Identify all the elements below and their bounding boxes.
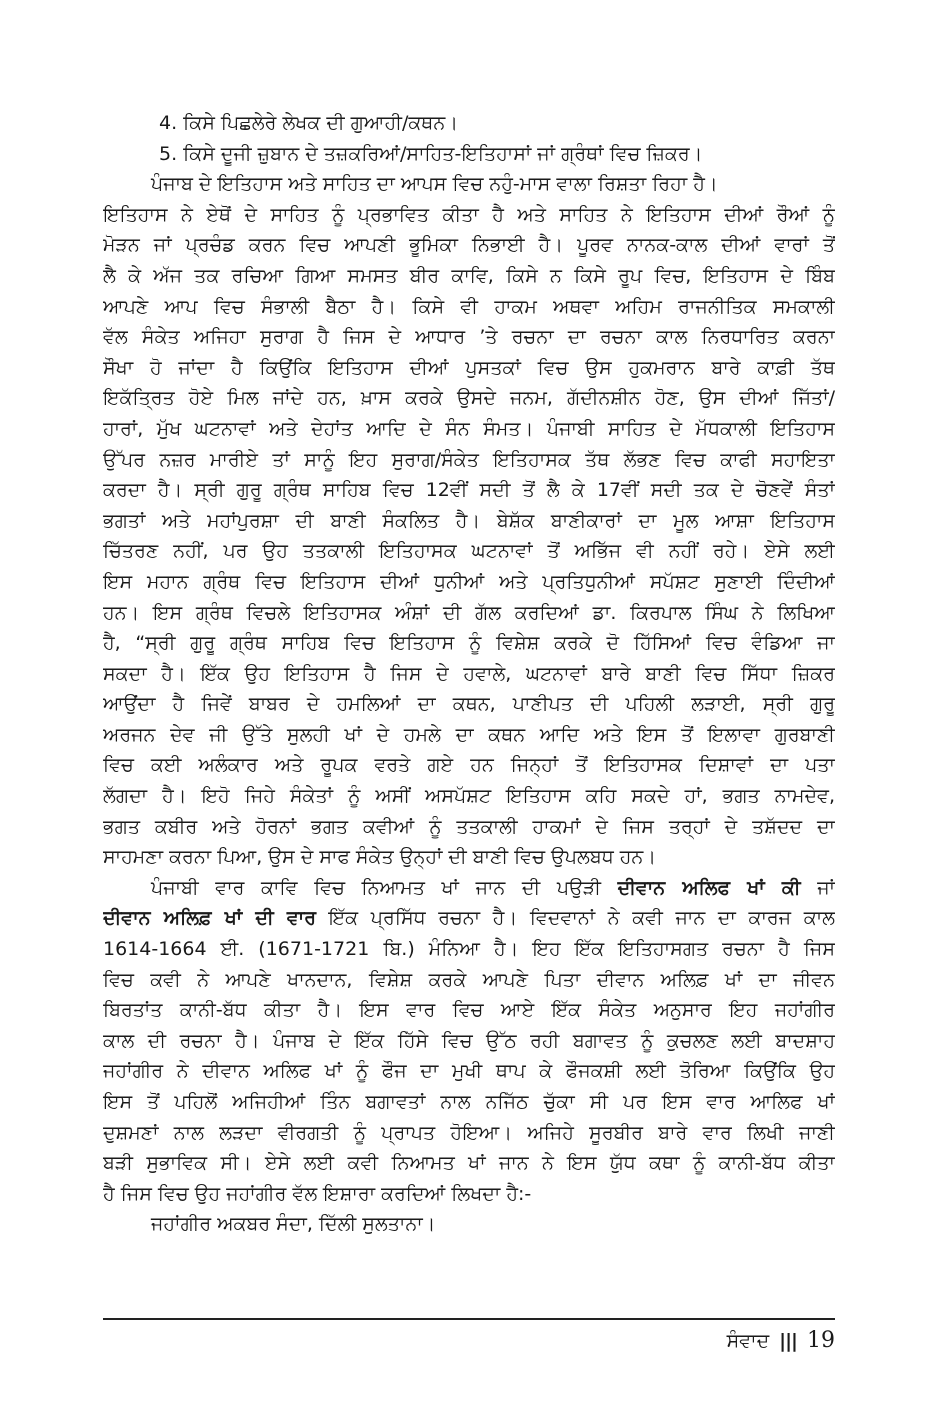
paragraph-block-1	[103, 108, 835, 873]
text-line: ਦੀਵਾਨ ਅਲਿਫ਼ ਖਾਂ ਦੀ ਵਾਰ ਇੱਕ ਪ੍ਰਸਿੱਧ ਰਚਨਾ ਹੈ। ਵਿਦਵਾਨਾਂ ਨੇ ਕਵੀ ਜਾਨ ਦਾ ਕਾਰਜ ਕਾਲ	[103, 907, 835, 930]
bold-title: ਦੀਵਾਨ ਅਲਿਫ਼ ਖਾਂ ਦੀ ਵਾਰ	[103, 907, 317, 930]
text-line: 4. ਕਿਸੇ ਪਿਛਲੇਰੇ ਲੇਖਕ ਦੀ ਗੁਆਹੀ/ਕਥਨ।	[159, 112, 459, 134]
body-text	[103, 108, 835, 1240]
text-line: ਅਰਜਨ ਦੇਵ ਜੀ ਉੱਤੇ ਸੁਲਹੀ ਖਾਂ ਦੇ ਹਮਲੇ ਦਾ ਕਥਨ ਆਦਿ ਅਤੇ ਇਸ ਤੋਂ ਇਲਾਵਾ ਗੁਰਬਾਣੀ	[103, 723, 835, 746]
text-line: ਇਸ ਮਹਾਨ ਗ੍ਰੰਥ ਵਿਚ ਇਤਿਹਾਸ ਦੀਆਂ ਧੁਨੀਆਂ ਅਤੇ ਪ੍ਰਤਿਧੁਨੀਆਂ ਸਪੱਸ਼ਟ ਸੁਣਾਈ ਦਿੰਦੀਆਂ	[103, 570, 835, 593]
text-line: ਵੱਲ ਸੰਕੇਤ ਅਜਿਹਾ ਸੁਰਾਗ ਹੈ ਜਿਸ ਦੇ ਆਧਾਰ ’ਤੇ ਰਚਨਾ ਦਾ ਰਚਨਾ ਕਾਲ ਨਿਰਧਾਰਿਤ ਕਰਨਾ	[103, 326, 835, 349]
text-line: ਇਤਿਹਾਸ ਨੇ ਏਥੋਂ ਦੇ ਸਾਹਿਤ ਨੂੰ ਪ੍ਰਭਾਵਿਤ ਕੀਤਾ ਹੈ ਅਤੇ ਸਾਹਿਤ ਨੇ ਇਤਿਹਾਸ ਦੀਆਂ ਰੌਆਂ ਨੂੰ	[103, 203, 835, 226]
text-line: ਮੋੜਨ ਜਾਂ ਪ੍ਰਚੰਡ ਕਰਨ ਵਿਚ ਆਪਣੀ ਭੂਮਿਕਾ ਨਿਭਾਈ ਹੈ। ਪੂਰਵ ਨਾਨਕ-ਕਾਲ ਦੀਆਂ ਵਾਰਾਂ ਤੋਂ	[103, 234, 835, 257]
book-title: ਸੰਵਾਦ	[726, 1329, 770, 1352]
text-line: ਬੜੀ ਸੁਭਾਵਿਕ ਸੀ। ਏਸੇ ਲਈ ਕਵੀ ਨਿਆਮਤ ਖਾਂ ਜਾਨ ਨੇ ਇਸ ਯੁੱਧ ਕਥਾ ਨੂੰ ਕਾਨੀ-ਬੱਧ ਕੀਤਾ	[103, 1152, 835, 1175]
footer-divider	[103, 1318, 835, 1320]
text-line: ਭਗਤਾਂ ਅਤੇ ਮਹਾਂਪੁਰਸ਼ਾ ਦੀ ਬਾਣੀ ਸੰਕਲਿਤ ਹੈ। ਬੇਸ਼ੱਕ ਬਾਣੀਕਾਰਾਂ ਦਾ ਮੂਲ ਆਸ਼ਾ ਇਤਿਹਾਸ	[103, 509, 835, 532]
text-line: ਉੱਪਰ ਨਜ਼ਰ ਮਾਰੀਏ ਤਾਂ ਸਾਨੂੰ ਇਹ ਸੁਰਾਗ/ਸੰਕੇਤ ਇਤਿਹਾਸਕ ਤੱਥ ਲੱਭਣ ਵਿਚ ਕਾਫੀ ਸਹਾਇਤਾ	[103, 448, 835, 471]
text-line: ਕਰਦਾ ਹੈ। ਸ੍ਰੀ ਗੁਰੂ ਗ੍ਰੰਥ ਸਾਹਿਬ ਵਿਚ 12ਵੀਂ ਸਦੀ ਤੋਂ ਲੈ ਕੇ 17ਵੀਂ ਸਦੀ ਤਕ ਦੇ ਚੋਣਵੇਂ ਸੰਤਾਂ	[103, 479, 835, 502]
text-line: ਭਗਤ ਕਬੀਰ ਅਤੇ ਹੋਰਨਾਂ ਭਗਤ ਕਵੀਆਂ ਨੂੰ ਤਤਕਾਲੀ ਹਾਕਮਾਂ ਦੇ ਜਿਸ ਤਰ੍ਹਾਂ ਦੇ ਤਸ਼ੱਦਦ ਦਾ	[103, 815, 835, 838]
text-line: ਕਾਲ ਦੀ ਰਚਨਾ ਹੈ। ਪੰਜਾਬ ਦੇ ਇੱਕ ਹਿੱਸੇ ਵਿਚ ਉੱਠ ਰਹੀ ਬਗਾਵਤ ਨੂੰ ਕੁਚਲਣ ਲਈ ਬਾਦਸ਼ਾਹ	[103, 1029, 835, 1052]
bold-title: ਦੀਵਾਨ ਅਲਿਫ ਖਾਂ ਕੀ	[617, 876, 801, 899]
text-line: 1614-1664 ਈ. (1671-1721 ਬਿ.) ਮੰਨਿਆ ਹੈ। ਇਹ ਇੱਕ ਇਤਿਹਾਸਗਤ ਰਚਨਾ ਹੈ ਜਿਸ	[103, 938, 835, 961]
text-line: ਵਿਚ ਕਈ ਅਲੰਕਾਰ ਅਤੇ ਰੂਪਕ ਵਰਤੇ ਗਏ ਹਨ ਜਿਨ੍ਹਾਂ ਤੋਂ ਇਤਿਹਾਸਕ ਦਿਸ਼ਾਵਾਂ ਦਾ ਪਤਾ	[103, 754, 835, 777]
text-line: ਪੰਜਾਬ ਦੇ ਇਤਿਹਾਸ ਅਤੇ ਸਾਹਿਤ ਦਾ ਆਪਸ ਵਿਚ ਨਹੁੰ-ਮਾਸ ਵਾਲਾ ਰਿਸ਼ਤਾ ਰਿਹਾ ਹੈ।	[151, 173, 718, 196]
text-line: ਸਾਹਮਣਾ ਕਰਨਾ ਪਿਆ, ਉਸ ਦੇ ਸਾਫ ਸੰਕੇਤ ਉਨ੍ਹਾਂ ਦੀ ਬਾਣੀ ਵਿਚ ਉਪਲਬਧ ਹਨ।	[103, 846, 657, 869]
page-number: 19	[807, 1328, 835, 1353]
page-footer	[727, 1328, 835, 1353]
text-line: ਪੰਜਾਬੀ ਵਾਰ ਕਾਵਿ ਵਿਚ ਨਿਆਮਤ ਖਾਂ ਜਾਨ ਦੀ ਪਉੜੀ ਦੀਵਾਨ ਅਲਿਫ ਖਾਂ ਕੀ ਜਾਂ	[151, 876, 835, 899]
text-line: ਸਕਦਾ ਹੈ। ਇੱਕ ਉਹ ਇਤਿਹਾਸ ਹੈ ਜਿਸ ਦੇ ਹਵਾਲੇ, ਘਟਨਾਵਾਂ ਬਾਰੇ ਬਾਣੀ ਵਿਚ ਸਿੱਧਾ ਜ਼ਿਕਰ	[103, 662, 835, 685]
text-line: 5. ਕਿਸੇ ਦੂਜੀ ਜ਼ੁਬਾਨ ਦੇ ਤਜ਼ਕਰਿਆਂ/ਸਾਹਿਤ-ਇਤਿਹਾਸਾਂ ਜਾਂ ਗ੍ਰੰਥਾਂ ਵਿਚ ਜ਼ਿਕਰ।	[159, 142, 703, 165]
separator-mark: |||	[779, 1329, 797, 1352]
text-line: ਹੈ ਜਿਸ ਵਿਚ ਉਹ ਜਹਾਂਗੀਰ ਵੱਲ ਇਸ਼ਾਰਾ ਕਰਦਿਆਂ ਲਿਖਦਾ ਹੈ:-	[103, 1182, 532, 1205]
text-line: ਹੈ, “ਸ੍ਰੀ ਗੁਰੂ ਗ੍ਰੰਥ ਸਾਹਿਬ ਵਿਚ ਇਤਿਹਾਸ ਨੂੰ ਵਿਸ਼ੇਸ਼ ਕਰਕੇ ਦੋ ਹਿੱਸਿਆਂ ਵਿਚ ਵੰਡਿਆ ਜਾ	[103, 632, 835, 655]
text-line: ਆਪਣੇ ਆਪ ਵਿਚ ਸੰਭਾਲੀ ਬੈਠਾ ਹੈ। ਕਿਸੇ ਵੀ ਹਾਕਮ ਅਥਵਾ ਅਹਿਮ ਰਾਜਨੀਤਿਕ ਸਮਕਾਲੀ	[103, 295, 835, 318]
text-line: ਦੁਸ਼ਮਣਾਂ ਨਾਲ ਲੜਦਾ ਵੀਰਗਤੀ ਨੂੰ ਪ੍ਰਾਪਤ ਹੋਇਆ। ਅਜਿਹੇ ਸੂਰਬੀਰ ਬਾਰੇ ਵਾਰ ਲਿਖੀ ਜਾਣੀ	[103, 1121, 835, 1144]
text-line: ਇਕੱਤ੍ਰਿਤ ਹੋਏ ਮਿਲ ਜਾਂਦੇ ਹਨ, ਖ਼ਾਸ ਕਰਕੇ ਉਸਦੇ ਜਨਮ, ਗੱਦੀਨਸ਼ੀਨ ਹੋਣ, ਉਸ ਦੀਆਂ ਜਿੱਤਾਂ/	[103, 387, 835, 410]
text-line: ਜਹਾਂਗੀਰ ਅਕਬਰ ਸੰਦਾ, ਦਿੱਲੀ ਸੁਲਤਾਨਾ।	[151, 1213, 436, 1236]
text-line: ਚਿੱਤਰਣ ਨਹੀਂ, ਪਰ ਉਹ ਤਤਕਾਲੀ ਇਤਿਹਾਸਕ ਘਟਨਾਵਾਂ ਤੋਂ ਅਭਿੱਜ ਵੀ ਨਹੀਂ ਰਹੇ। ਏਸੇ ਲਈ	[103, 540, 835, 563]
text-line: ਲੈ ਕੇ ਅੱਜ ਤਕ ਰਚਿਆ ਗਿਆ ਸਮਸਤ ਬੀਰ ਕਾਵਿ, ਕਿਸੇ ਨ ਕਿਸੇ ਰੂਪ ਵਿਚ, ਇਤਿਹਾਸ ਦੇ ਬਿੰਬ	[103, 264, 835, 287]
text-line: ਇਸ ਤੋਂ ਪਹਿਲੋਂ ਅਜਿਹੀਆਂ ਤਿੰਨ ਬਗਾਵਤਾਂ ਨਾਲ ਨਜਿੱਠ ਚੁੱਕਾ ਸੀ ਪਰ ਇਸ ਵਾਰ ਆਲਿਫ ਖਾਂ	[103, 1091, 835, 1113]
text-line: ਹਨ। ਇਸ ਗ੍ਰੰਥ ਵਿਚਲੇ ਇਤਿਹਾਸਕ ਅੰਸ਼ਾਂ ਦੀ ਗੱਲ ਕਰਦਿਆਂ ਡਾ. ਕਿਰਪਾਲ ਸਿੰਘ ਨੇ ਲਿਖਿਆ	[103, 601, 835, 624]
text-line: ਲੱਗਦਾ ਹੈ। ਇਹੋ ਜਿਹੇ ਸੰਕੇਤਾਂ ਨੂੰ ਅਸੀਂ ਅਸਪੱਸ਼ਟ ਇਤਿਹਾਸ ਕਹਿ ਸਕਦੇ ਹਾਂ, ਭਗਤ ਨਾਮਦੇਵ,	[103, 785, 835, 808]
text-line: ਬਿਰਤਾਂਤ ਕਾਨੀ-ਬੱਧ ਕੀਤਾ ਹੈ। ਇਸ ਵਾਰ ਵਿਚ ਆਏ ਇੱਕ ਸੰਕੇਤ ਅਨੁਸਾਰ ਇਹ ਜਹਾਂਗੀਰ	[103, 999, 835, 1022]
text-line: ਆਉਂਦਾ ਹੈ ਜਿਵੇਂ ਬਾਬਰ ਦੇ ਹਮਲਿਆਂ ਦਾ ਕਥਨ, ਪਾਣੀਪਤ ਦੀ ਪਹਿਲੀ ਲੜਾਈ, ਸ੍ਰੀ ਗੁਰੂ	[103, 693, 835, 716]
text-line: ਸੌਖਾ ਹੋ ਜਾਂਦਾ ਹੈ ਕਿਉਂਕਿ ਇਤਿਹਾਸ ਦੀਆਂ ਪੁਸਤਕਾਂ ਵਿਚ ਉਸ ਹੁਕਮਰਾਨ ਬਾਰੇ ਕਾਫ਼ੀ ਤੱਥ	[103, 356, 835, 379]
text-line: ਹਾਰਾਂ, ਮੁੱਖ ਘਟਨਾਵਾਂ ਅਤੇ ਦੇਹਾਂਤ ਆਦਿ ਦੇ ਸੰਨ ਸੰਮਤ। ਪੰਜਾਬੀ ਸਾਹਿਤ ਦੇ ਮੱਧਕਾਲੀ ਇਤਿਹਾਸ	[103, 417, 835, 440]
text-line: ਜਹਾਂਗੀਰ ਨੇ ਦੀਵਾਨ ਅਲਿਫ ਖਾਂ ਨੂੰ ਫੌਜ ਦਾ ਮੁਖੀ ਥਾਪ ਕੇ ਫੌਜਕਸ਼ੀ ਲਈ ਤੋਰਿਆ ਕਿਉਂਕਿ ਉਹ	[103, 1060, 835, 1083]
paragraph-block-2	[103, 934, 835, 1240]
text-line: ਵਿਚ ਕਵੀ ਨੇ ਆਪਣੇ ਖਾਨਦਾਨ, ਵਿਸ਼ੇਸ਼ ਕਰਕੇ ਆਪਣੇ ਪਿਤਾ ਦੀਵਾਨ ਅਲਿਫ਼ ਖਾਂ ਦਾ ਜੀਵਨ	[103, 968, 835, 991]
